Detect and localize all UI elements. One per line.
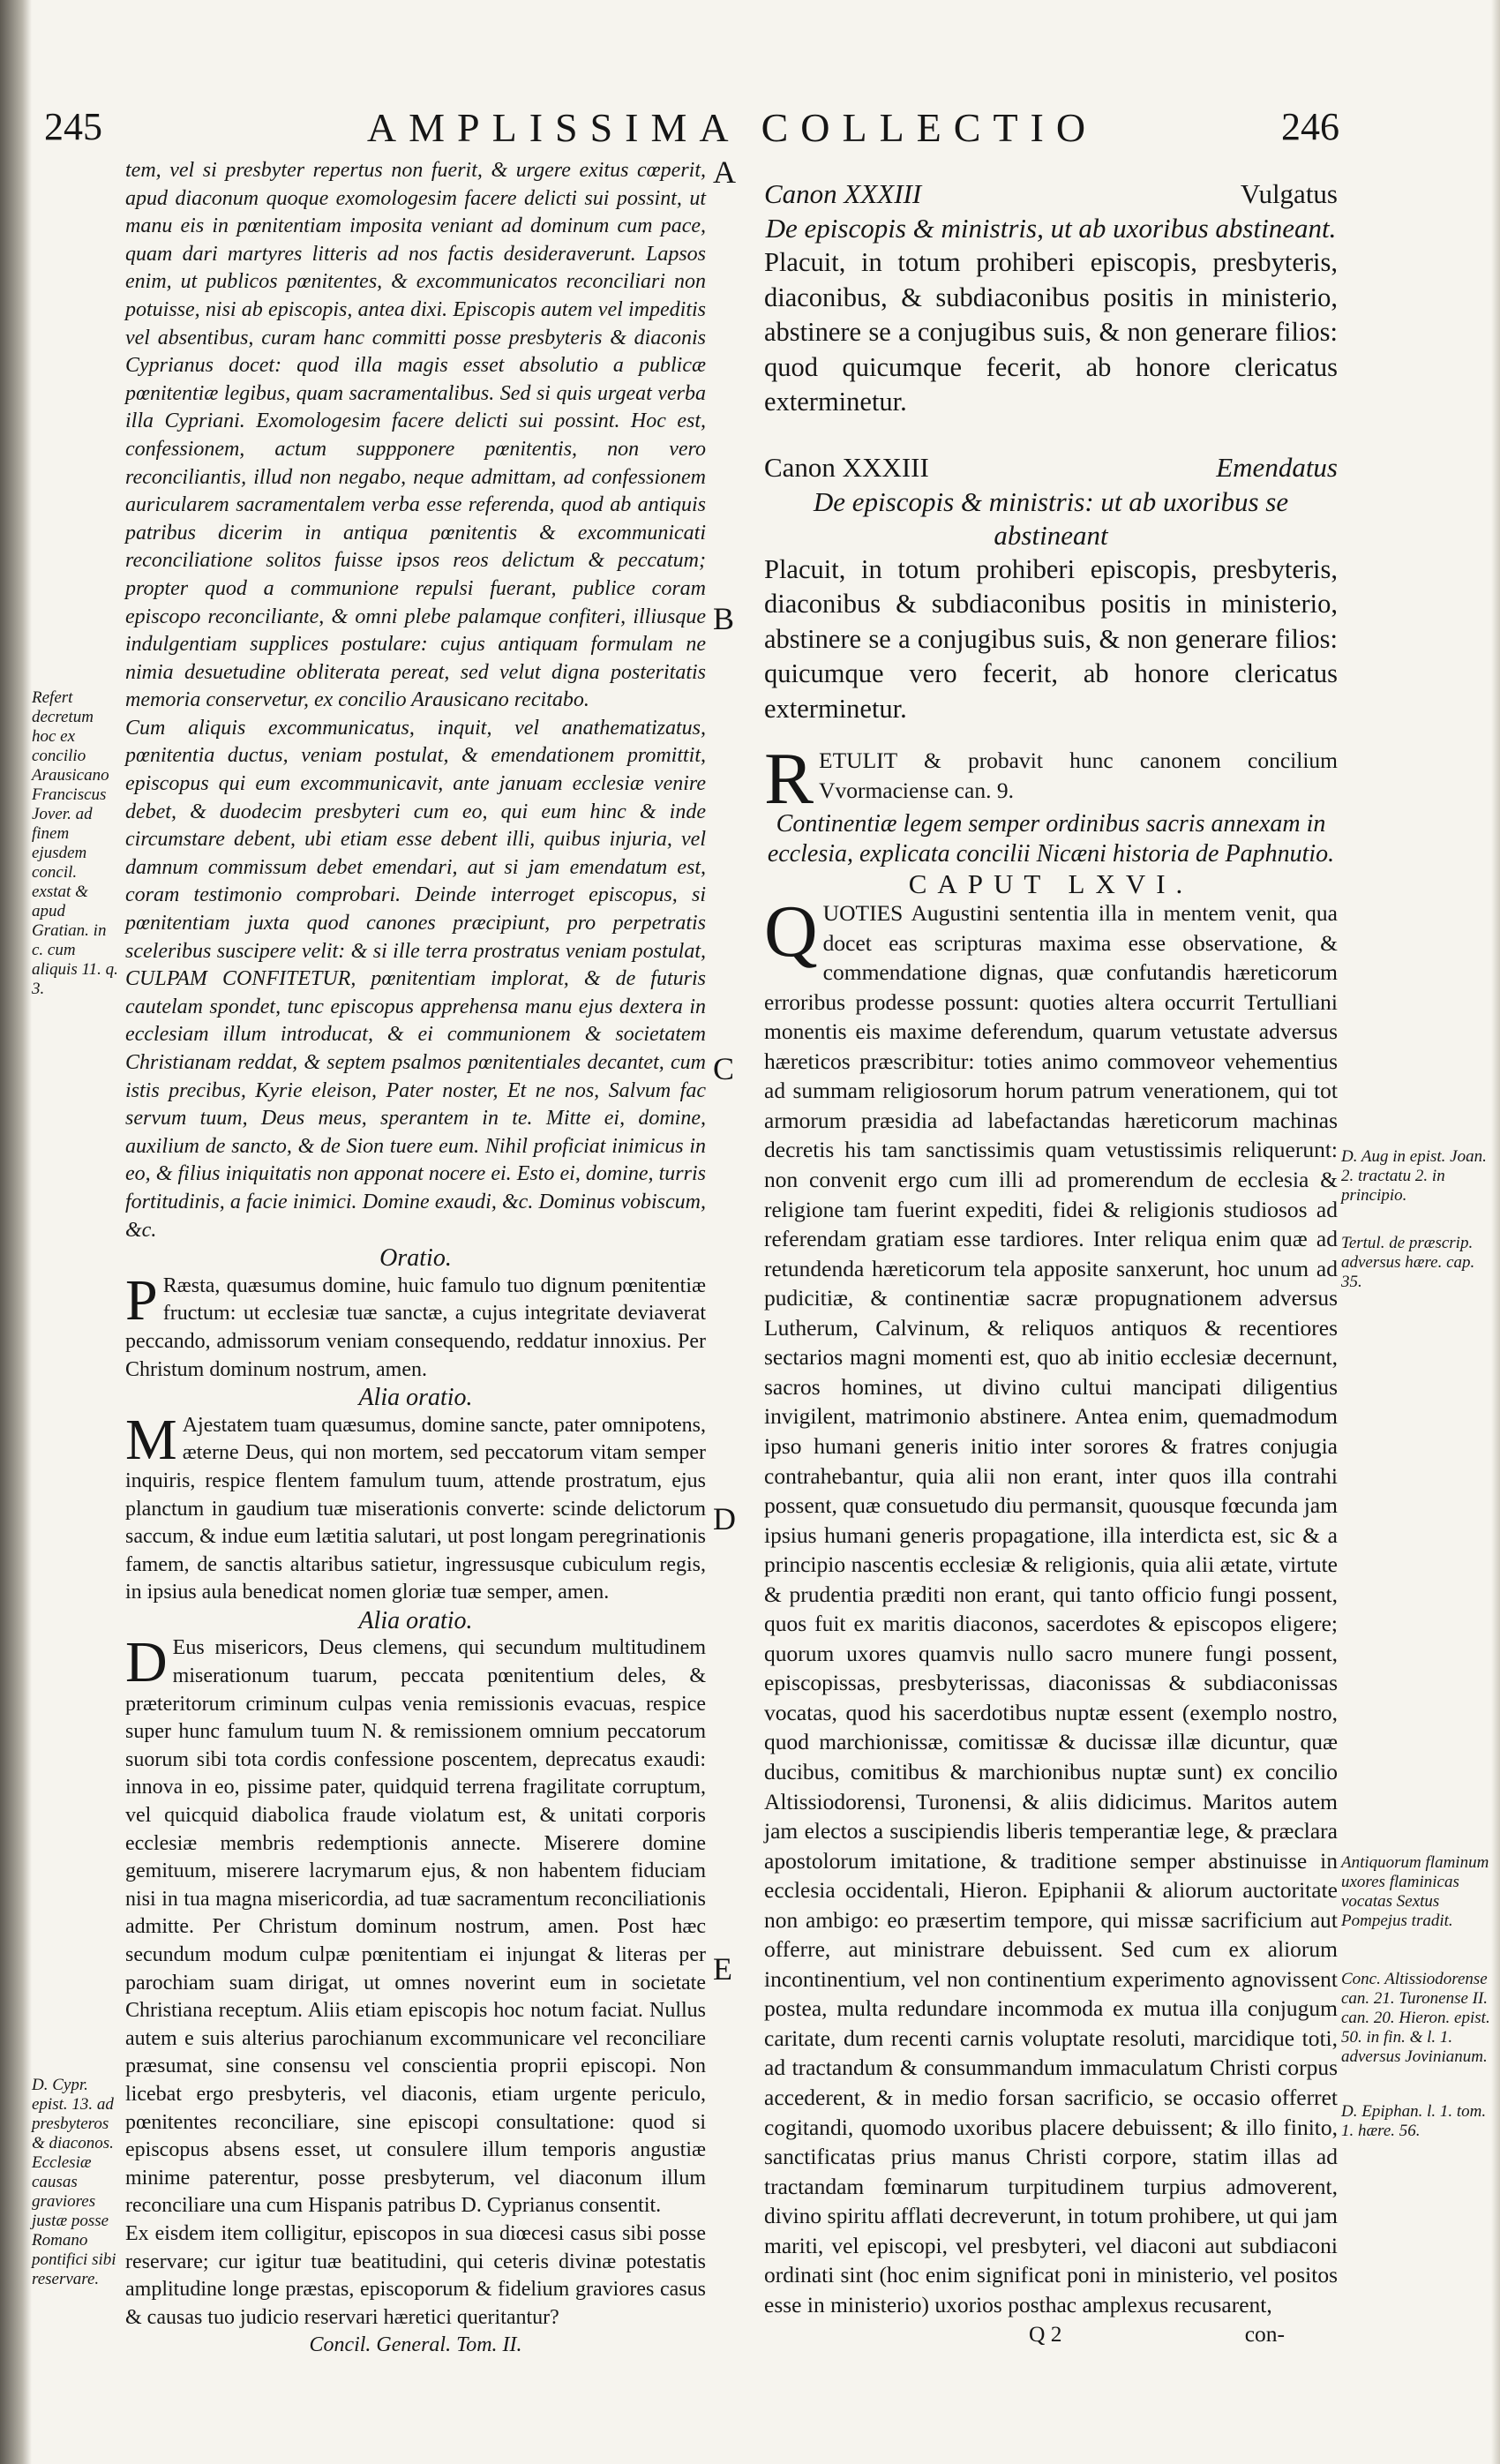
- canon-emendatus-tag: Emendatus: [1216, 451, 1338, 483]
- right-margin-note-1: D. Aug in epist. Joan. 2. tractatu 2. in principio.: [1341, 1147, 1487, 1205]
- chapter-body: [764, 890, 1338, 2319]
- oratio-title: Oratio.: [379, 1244, 452, 1273]
- page-edge-shadow: [1491, 0, 1500, 2464]
- canon-vulgatus-title: De episcopis & ministris, ut ab uxoribus abstineant.: [765, 213, 1337, 244]
- chapter-body-text: UOTIES Augustini sententia illa in mentem venit, qua docet eas scripturas maxima esse observatione, & commendatione dignas, quæ confutandis hæreticorum erroribus prodesse possunt: quoties altera occurrit Tertulliani monentis eis maxime deferendum, quarum vetustate adversus hæreticos præscribitur: toties animo commoveor vehementius ad summam religiosorum horum patrum venerationem, qui tot armorum præsidia ad labefactandas hæreticorum machinas decretis his tam sanctissimis quam vetustissimis reliquerunt: non convenit ergo cum illi ad promerendum de ecclesia & religione tam fuerint expediti, fidei & religionis studiosos ad referendam gratiam esse tardiores. Inter reliqua enim quæ ad retundenda hæreticorum tela apposite sanxerunt, hoc unum ad pudicitiæ, & continentiæ sacræ propugnationem adversus Lutherum, Calvinum, & reliquos antiquos & recentiores sectarios magni momenti est, quo ab initio ecclesiæ decernunt, sacros homines, ut divino cultui mancipati diligentius invigilent, matrimonio abstinere. Antea enim, quemadmodum ipso humani generis initio inter sorores & fratres conjugia contrahebantur, quia alii non erant, inter quos illa contrahi possent, quæ consuetudo diu permansit, quousque fœcunda jam ipsius humani generis propagatione, illa interdicta est, sic & a principio nascentis ecclesiæ & religionis, quia alii ætate, virtute & prudentia præditi non erant, qui tanto officio fungi possent, quos fuit ex maritis diaconos, sacerdotes & episcopos eligere; quorum uxores quamvis nullo sacro munere fungi possent, episcopissas, presbyterissas, diaconissas & subdiaconissas vocatas, quod his sacerdotibus nuptæ essent (exemplo nostro, quod marchionissæ, comitissæ & ducissæ illæ dicuntur, quæ ducibus, comitibus & marchionibus nuptæ sunt) ex concilio Altissiodorensi, Turonensi, & aliis didicimus. Maritos autem jam electos a suscipiendis liberis temperantiæ lege, & præclara apostolorum imitatione, & traditione semper abstinuisse in ecclesia occidentali, Hieron. Epiphanii & aliorum auctoritate non ambigo: eo præsertim tempore, qui missæ sacrificium aut offerre, aut ministrare debuissent. Sed cum ex aliorum incontinentium, vel non continentium experimento agnovissent postea, multa redundare incommoda ex mutua illa conjugum caritate, dum recenti carnis voluptate resoluti, marcidique toti, ad tractandum & consummandum immaculatum Christi corpus accederent, & in medio forsan sacrificio, se occasio offerret cogitandi, quomodo uxoribus placere debuissent; & illo finito, sanctificatas prius manus Christi corpore, statim illas ad tractandam fœminarum turpitudinem turpius admoverent, divino spiritu afflati decreverunt, in totum prohibere, ut qui jam mariti, vel episcopi, vel presbyteri, vel diaconi aut subdiaconi ordinati sint (hoc enim significat poni in ministerio, vel positos esse in ministerio) uxorios posthac amplexus recusarent,: [764, 900, 1338, 2318]
- arausicano-quotation: Cum aliquis excommunicatus, inquit, vel anathematizatus, pœnitentia ductus, veniam postulat, & emendationem promittit, episcopus qui eum excommunicavit, ante januam ecclesiæ venire debet, & duodecim presbyteri cum eo, qui eum hinc & inde circumstare debent, ubi etiam esse debent illi, quibus injuria, vel damnum commissum debet emendari, aut si jam emendatum est, coram testimonio comprobari. Deinde interroget episcopus, si pœnitentiam juxta quod canones præcipiunt, pro perpetratis sceleribus suscipere velit: & si ille terra prostratus veniam postulat, CULPAM CONFITETUR, pœnitentiam implorat, & de futuris cautelam spondet, tunc episcopus apprehensa manu ejus dextera in ecclesiam illum introducat, & ei communionem & societatem Christianam reddat, & septem psalmos pœnitentiales decantet, cum istis precibus, Kyrie eleison, Pater noster, Et ne nos, Salvum fac servum tuum, Deus meus, sperantem in te. Mitte ei, domine, auxilium de sancto, & de Sion tuere eum. Nihil proficiat inimicus in eo, & filius iniquitatis non apponat nocere ei. Esto ei, domine, turris fortitudinis, a facie inimici. Domine exaudi, &c. Dominus vobiscum, &c.: [125, 716, 706, 1242]
- page-gutter-shadow: [0, 0, 32, 2464]
- canon-vulgatus-label: Canon XXXIII: [764, 178, 922, 209]
- oratio-text: Ræsta, quæsumus domine, huic famulo tuo dignum pœnitentiæ fructum: ut ecclesiæ tuæ sanctæ, a cujus integritate deviaverat peccando, admissorum veniam consequendo, reddatur innoxius. Per Christum dominum nostrum, amen.: [125, 1273, 706, 1381]
- catchword: con-: [1244, 2321, 1285, 2348]
- alia-oratio-title-1: Alia oratio.: [358, 1384, 473, 1412]
- section-letter-d: D: [713, 1501, 736, 1536]
- page-number-right: 246: [1281, 105, 1339, 148]
- canon-emendatus-text: Placuit, in totum prohiberi episcopis, presbyteris, diaconibus & subdiaconibus positis in ministerio, abstinere se a conjugibus suis, & non generare filios: quicumque vero fecerit, ab honore clericatus exterminetur.: [764, 553, 1338, 724]
- left-footer: Concil. General. Tom. II.: [309, 2333, 522, 2357]
- left-last-paragraph: Ex eisdem item colligitur, episcopos in sua diœcesi casus sibi posse reservare; cur igitur tuæ beatitudini, qui ceteris divinæ potestatis amplitudine longe præstas, episcoporum & fidelium graviores casus & causas tuo judicio reservari hæretici queritantur?: [125, 2221, 706, 2329]
- alia-oratio-title-2: Alia oratio.: [358, 1606, 473, 1634]
- running-title: AMPLISSIMA COLLECTIO: [366, 105, 1099, 150]
- retulit-text: ETULIT & probavit hunc canonem concilium Vvormaciense can. 9.: [819, 747, 1338, 804]
- right-margin-note-3: Antiquorum flaminum uxores flaminicas vocatas Sextus Pompejus tradit.: [1341, 1853, 1489, 1930]
- right-margin-note-5: D. Epiphan. l. 1. tom. 1. hære. 56.: [1341, 2102, 1487, 2140]
- page-header: [0, 104, 1500, 157]
- section-letter-e: E: [713, 1951, 732, 1987]
- page-bottom-line: [764, 2319, 1338, 2349]
- chapter-summary: Continentiæ legem semper ordinibus sacris annexam in ecclesia, explicata concilii Nicæni historia de Paphnutio.: [767, 810, 1335, 868]
- canon-emendatus-title: De episcopis & ministris: ut ab uxoribus se abstineant: [813, 485, 1289, 551]
- canon-vulgatus-text: Placuit, in totum prohiberi episcopis, presbyteris, diaconibus, & subdiaconibus positis in ministerio, abstinere se a conjugibus suis, & non generare filios: quod quicumque fecerit, ab honore clericatus exterminetur.: [764, 247, 1338, 417]
- alia-oratio-paragraph-2: [125, 1630, 706, 2220]
- retulit-paragraph: [764, 738, 1338, 821]
- alia-oratio-text-2: Eus misericors, Deus clemens, qui secundum multitudinem miserationum tuarum, peccata pœnitentium deles, & præteritorum criminum culpas venia remissionis evacuas, respice super hunc famulum tuum N. & remissionem omnium peccatorum suorum sibi tota cordis confessione poscentem, deprecatus exaudi: innova in eo, pissime pater, quidquid terrena fragilitate corruptum, vel quicquid diabolica fraude violatum est, & unitati corporis ecclesiæ membris redemptionis annecte. Miserere domine gemituum, miserere lacrymarum ejus, & non habentem fiduciam nisi in tua magna misericordia, ad tuæ sacramentum reconciliationis admitte. Per Christum dominum nostrum, amen. Post hæc secundum modum culpæ pœnitentiam ei injungat & literas per parochiam suam dirigat, ut omnes noverint eum in societate Christiana receptum. Aliis etiam episcopis hoc notum faciat. Nullus autem e suis alterius parochianum excommunicare vel reconciliare præsumat, sine consensu vel conscientia proprii episcopi. Non licebat ergo presbyteris, vel diaconis, etiam urgente periculo, pœnitentes reconciliare, sine episcopi consultatione: quod si episcopus absens esset, ut consulere illum temporis angustiæ minime paterentur, posse presbyterum, vel diaconum illum reconciliare una cum Hispanis patribus D. Cyprianus consentit.: [125, 1636, 706, 2218]
- chapter-heading: CAPUT LXVI.: [908, 868, 1194, 899]
- drop-cap-q: Q: [764, 890, 818, 973]
- canon-vulgatus-head: [764, 177, 1338, 212]
- section-letter-b: B: [713, 601, 735, 636]
- signature-mark: Q 2: [1029, 2321, 1062, 2348]
- left-paragraph-1: tem, vel si presbyter repertus non fuerit, & urgere exitus cœperit, apud diaconum quoque exomologesim facere delicti sui possint, ut manu eis in pœnitentiam imposita veniant ad dominum cum pace, quam dari martyres litteris ad nos factis desideraverunt. Lapsos enim, ut publicos pœnitentes, & excommunicatos reconciliari non potuisse, nisi ab episcopis, antea dixi. Episcopis autem vel impeditis vel absentibus, curam hanc committi posse presbyteris & diaconis Cyprianus docet: quod illa magis esset absolutio a publicæ pœnitentiæ legibus, quam sacramentalibus. Sed si quis urgeat verba illa Cypriani. Exomologesim facere delicti sui possint. Hoc est, confessionem, actum suppponere pœnitentis, non vero reconciliantis, illud non negabo, neque admittam, ad confessionem auricularem sacramentalem verba esse referenda, quod ab antiquis patribus dicerim in antiqua pœnitentis & excommunicati reconciliatione solitos fuisse ipsos reos delictum & peccatum; propter quod a communione repulsi fuerant, publice coram episcopo reconciliante, & omni plebe palamque confiteri, illiusque indulgentiam supplices postulare: cujus antiquam formulam ne nimia desuetudine obliterata pereat, sed velut digna posteritatis memoria conservetur, ex concilio Arausicano recitabo.: [125, 159, 706, 712]
- canon-vulgatus-tag: Vulgatus: [1240, 178, 1338, 209]
- drop-cap-p: P: [125, 1267, 158, 1333]
- alia-oratio-paragraph-1: [125, 1407, 706, 1607]
- right-margin-note-2: Tertul. de præscrip. adversus hære. cap. 35.: [1341, 1234, 1475, 1291]
- right-margin-note-4: Conc. Altissiodorense can. 21. Turonense II. can. 20. Hieron. epist. 50. in fin. & l. 1. adversus Jovinianum.: [1341, 1970, 1490, 2066]
- left-margin-note-1: Refert decretum hoc ex concilio Arausicano Franciscus Jover. ad finem ejusdem concil. exstat & apud Gratian. in c. cum aliquis 11. q. 3.: [32, 688, 118, 998]
- right-column: [764, 177, 1338, 2349]
- drop-cap-r: R: [764, 738, 814, 821]
- canon-emendatus-label: Canon XXXIII: [764, 451, 929, 483]
- section-letter-a: A: [713, 154, 736, 190]
- left-margin-note-2: D. Cypr. epist. 13. ad presbyteros & diaconos. Ecclesiæ causas graviores justæ posse Romano pontifici sibi reservare.: [32, 2076, 116, 2288]
- alia-oratio-text-1: Ajestatem tuam quæsumus, domine sancte, pater omnipotens, æterne Deus, qui non mortem, sed peccatorum vitam semper inquiris, respice flentem famulum tuum, attende prostratum, ejus planctum in gaudium tuæ miserationis converte: scinde delictorum saccum, & indue eum lætitia salutari, ut post longam peregrinationis famem, de sanctis altaribus satietur, ingressusque cubiculum regis, in ipsius aula benedicat nomen gloriæ tuæ semper, amen.: [125, 1413, 706, 1604]
- section-letter-c: C: [713, 1051, 735, 1086]
- drop-cap-m: M: [125, 1407, 177, 1472]
- drop-cap-d: D: [125, 1630, 168, 1695]
- oratio-paragraph: [125, 1267, 706, 1384]
- canon-emendatus-head: [764, 450, 1338, 485]
- left-column: [125, 157, 706, 2360]
- page-number-left: 245: [44, 105, 102, 148]
